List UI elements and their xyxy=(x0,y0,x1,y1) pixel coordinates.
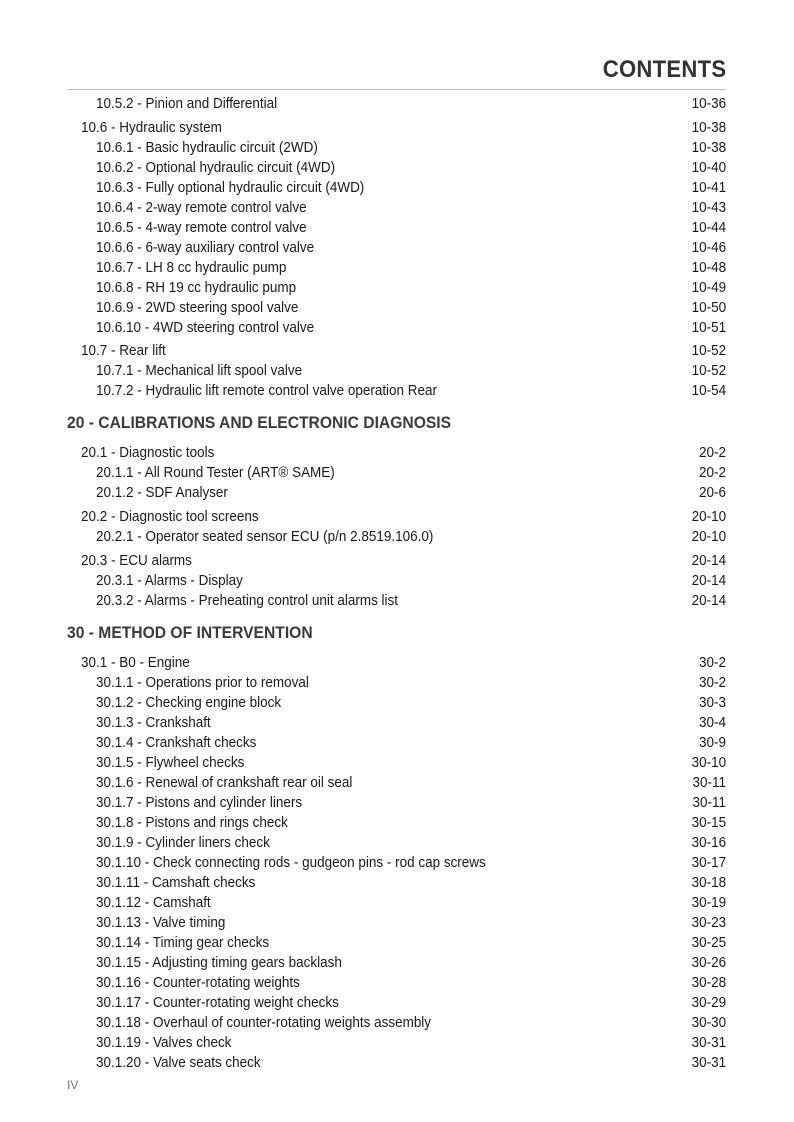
toc-subsection-entry[interactable] xyxy=(0,298,794,318)
page-number: IV xyxy=(67,1078,79,1092)
entry-page-number: 30-9 xyxy=(699,734,726,751)
toc-subsection-entry[interactable] xyxy=(0,258,794,278)
entry-title: 30.1.9 - Cylinder liners check xyxy=(96,834,270,851)
entry-page-number: 30-10 xyxy=(691,754,726,771)
entry-title: 20.3.1 - Alarms - Display xyxy=(96,572,243,589)
toc-subsection-entry[interactable] xyxy=(0,893,794,913)
toc-subsection-entry[interactable] xyxy=(0,527,794,547)
entry-page-number: 10-52 xyxy=(691,343,726,360)
entry-title: 30.1.16 - Counter-rotating weights xyxy=(96,974,300,991)
entry-page-number: 20-2 xyxy=(699,465,726,482)
entry-page-number: 10-48 xyxy=(691,259,726,276)
entry-title: 10.6.8 - RH 19 cc hydraulic pump xyxy=(96,279,297,296)
entry-page-number: 10-40 xyxy=(691,159,726,176)
entry-title: 30.1.12 - Camshaft xyxy=(96,894,211,911)
entry-page-number: 30-18 xyxy=(691,874,726,891)
entry-title: 30.1.15 - Adjusting timing gears backlash xyxy=(96,954,342,971)
toc-subsection-entry[interactable] xyxy=(0,933,794,953)
entry-page-number: 20-14 xyxy=(691,592,726,609)
toc-subsection-entry[interactable] xyxy=(0,973,794,993)
entry-page-number: 20-10 xyxy=(691,509,726,526)
toc-subsection-entry[interactable] xyxy=(0,178,794,198)
entry-title: 30.1.6 - Renewal of crankshaft rear oil seal xyxy=(96,774,353,791)
entry-page-number: 20-10 xyxy=(691,529,726,546)
entry-title: 10.6.1 - Basic hydraulic circuit (2WD) xyxy=(96,139,318,156)
entry-title: 20.2.1 - Operator seated sensor ECU (p/n 2.8519.106.0) xyxy=(96,529,434,546)
toc-subsection-entry[interactable] xyxy=(0,753,794,773)
entry-page-number: 10-52 xyxy=(691,363,726,380)
toc-subsection-entry[interactable] xyxy=(0,693,794,713)
entry-page-number: 30-29 xyxy=(691,994,726,1011)
toc-subsection-entry[interactable] xyxy=(0,138,794,158)
entry-page-number: 30-15 xyxy=(691,814,726,831)
entry-page-number: 30-17 xyxy=(691,854,726,871)
entry-page-number: 20-14 xyxy=(691,572,726,589)
entry-page-number: 10-44 xyxy=(691,219,726,236)
toc-section-entry[interactable] xyxy=(0,551,794,571)
page-title: CONTENTS xyxy=(602,56,726,83)
toc-subsection-entry[interactable] xyxy=(0,733,794,753)
toc-subsection-entry[interactable] xyxy=(0,198,794,218)
entry-page-number: 20-2 xyxy=(699,445,726,462)
toc-subsection-entry[interactable] xyxy=(0,993,794,1013)
toc-subsection-entry[interactable] xyxy=(0,873,794,893)
toc-subsection-entry[interactable] xyxy=(0,571,794,591)
toc-subsection-entry[interactable] xyxy=(0,483,794,503)
entry-title: 20.1 - Diagnostic tools xyxy=(81,445,215,462)
entry-page-number: 10-50 xyxy=(691,299,726,316)
toc-subsection-entry[interactable] xyxy=(0,158,794,178)
entry-page-number: 30-4 xyxy=(699,714,726,731)
entry-title: 30.1.3 - Crankshaft xyxy=(96,714,211,731)
toc-subsection-entry[interactable] xyxy=(0,1013,794,1033)
entry-title: 30.1.20 - Valve seats check xyxy=(96,1054,261,1071)
entry-page-number: 10-46 xyxy=(691,239,726,256)
entry-title: 30.1.13 - Valve timing xyxy=(96,914,226,931)
toc-subsection-entry[interactable] xyxy=(0,218,794,238)
entry-page-number: 10-51 xyxy=(691,319,726,336)
entry-page-number: 10-54 xyxy=(691,383,726,400)
entry-page-number: 30-11 xyxy=(692,774,726,791)
entry-page-number: 30-2 xyxy=(699,654,726,671)
entry-title: 10.6.10 - 4WD steering control valve xyxy=(96,319,315,336)
toc-subsection-entry[interactable] xyxy=(0,1033,794,1053)
entry-page-number: 30-2 xyxy=(699,674,726,691)
entry-page-number: 10-36 xyxy=(691,96,726,112)
toc-subsection-entry[interactable] xyxy=(0,773,794,793)
entry-title: 10.6.7 - LH 8 cc hydraulic pump xyxy=(96,259,287,276)
toc-subsection-entry[interactable] xyxy=(0,1053,794,1073)
entry-title: 10.6 - Hydraulic system xyxy=(81,119,222,136)
toc-subsection-entry[interactable] xyxy=(0,713,794,733)
toc-subsection-entry[interactable] xyxy=(0,813,794,833)
toc-subsection-entry[interactable] xyxy=(0,278,794,298)
entry-page-number: 30-25 xyxy=(691,934,726,951)
entry-page-number: 10-41 xyxy=(691,179,726,196)
entry-title: 30.1.18 - Overhaul of counter-rotating weights assembly xyxy=(96,1014,432,1031)
entry-title: 10.7.1 - Mechanical lift spool valve xyxy=(96,363,303,380)
toc-section-entry[interactable] xyxy=(0,118,794,138)
toc-subsection-entry[interactable] xyxy=(0,853,794,873)
entry-page-number: 10-38 xyxy=(691,119,726,136)
entry-page-number: 30-26 xyxy=(691,954,726,971)
toc-subsection-entry[interactable] xyxy=(0,361,794,381)
entry-title: 30.1.4 - Crankshaft checks xyxy=(96,734,257,751)
entry-title: 30.1.14 - Timing gear checks xyxy=(96,934,270,951)
entry-page-number: 30-23 xyxy=(691,914,726,931)
toc-section-entry[interactable] xyxy=(0,341,794,361)
entry-title: 20.1.1 - All Round Tester (ART® SAME) xyxy=(96,465,335,482)
entry-title: 10.6.6 - 6-way auxiliary control valve xyxy=(96,239,315,256)
entry-title: 30.1.2 - Checking engine block xyxy=(96,694,282,711)
entry-page-number: 30-16 xyxy=(691,834,726,851)
entry-page-number: 10-38 xyxy=(691,139,726,156)
entry-title: 10.6.3 - Fully optional hydraulic circuit (4WD) xyxy=(96,179,365,196)
entry-title: 20.2 - Diagnostic tool screens xyxy=(81,509,259,526)
entry-page-number: 30-31 xyxy=(691,1054,726,1071)
entry-title: 30.1 - B0 - Engine xyxy=(81,654,190,671)
entry-page-number: 30-28 xyxy=(691,974,726,991)
entry-page-number: 10-49 xyxy=(691,279,726,296)
entry-title: 10.7.2 - Hydraulic lift remote control valve operation Rear xyxy=(96,383,438,400)
toc-subsection-entry[interactable] xyxy=(0,953,794,973)
entry-title: 30.1.8 - Pistons and rings check xyxy=(96,814,288,831)
toc-subsection-entry[interactable] xyxy=(0,238,794,258)
entry-title: 20.3 - ECU alarms xyxy=(81,552,192,569)
entry-title: 30.1.1 - Operations prior to removal xyxy=(96,674,309,691)
entry-page-number: 30-3 xyxy=(699,694,726,711)
toc-subsection-entry[interactable] xyxy=(0,381,794,401)
entry-title: 30.1.10 - Check connecting rods - gudgeon pins - rod cap screws xyxy=(96,854,486,871)
entry-title: 30.1.5 - Flywheel checks xyxy=(96,754,245,771)
entry-page-number: 20-14 xyxy=(691,552,726,569)
toc-subsection-entry[interactable] xyxy=(0,94,794,114)
toc-section-entry[interactable] xyxy=(0,443,794,463)
entry-page-number: 30-30 xyxy=(691,1014,726,1031)
entry-page-number: 20-6 xyxy=(699,485,726,502)
entry-page-number: 30-19 xyxy=(691,894,726,911)
entry-title: 10.7 - Rear lift xyxy=(81,343,166,360)
toc-subsection-entry[interactable] xyxy=(0,913,794,933)
toc-section-entry[interactable] xyxy=(0,507,794,527)
entry-title: 10.6.9 - 2WD steering spool valve xyxy=(96,299,299,316)
entry-title: 10.6.4 - 2-way remote control valve xyxy=(96,199,307,216)
entry-page-number: 30-31 xyxy=(691,1034,726,1051)
entry-title: 10.6.5 - 4-way remote control valve xyxy=(96,219,307,236)
toc-subsection-entry[interactable] xyxy=(0,463,794,483)
entry-title: 30.1.17 - Counter-rotating weight checks xyxy=(96,994,339,1011)
entry-title: 30.1.7 - Pistons and cylinder liners xyxy=(96,794,303,811)
toc-subsection-entry[interactable] xyxy=(0,673,794,693)
entry-page-number: 10-43 xyxy=(691,199,726,216)
entry-title: 30.1.19 - Valves check xyxy=(96,1034,232,1051)
toc-section-entry[interactable] xyxy=(0,653,794,673)
chapter-heading[interactable]: 20 - CALIBRATIONS AND ELECTRONIC DIAGNOSIS xyxy=(67,413,452,433)
toc-subsection-entry[interactable] xyxy=(0,591,794,611)
entry-title: 10.6.2 - Optional hydraulic circuit (4WD) xyxy=(96,159,336,176)
entry-title: 30.1.11 - Camshaft checks xyxy=(96,874,256,891)
entry-title: 10.5.2 - Pinion and Differential xyxy=(96,96,278,112)
toc-subsection-entry[interactable] xyxy=(0,318,794,338)
entry-title: 20.1.2 - SDF Analyser xyxy=(96,485,228,502)
toc-subsection-entry[interactable] xyxy=(0,793,794,813)
chapter-heading[interactable]: 30 - METHOD OF INTERVENTION xyxy=(67,622,313,642)
toc-subsection-entry[interactable] xyxy=(0,833,794,853)
entry-page-number: 30-11 xyxy=(692,794,726,811)
entry-title: 20.3.2 - Alarms - Preheating control unit alarms list xyxy=(96,592,399,609)
